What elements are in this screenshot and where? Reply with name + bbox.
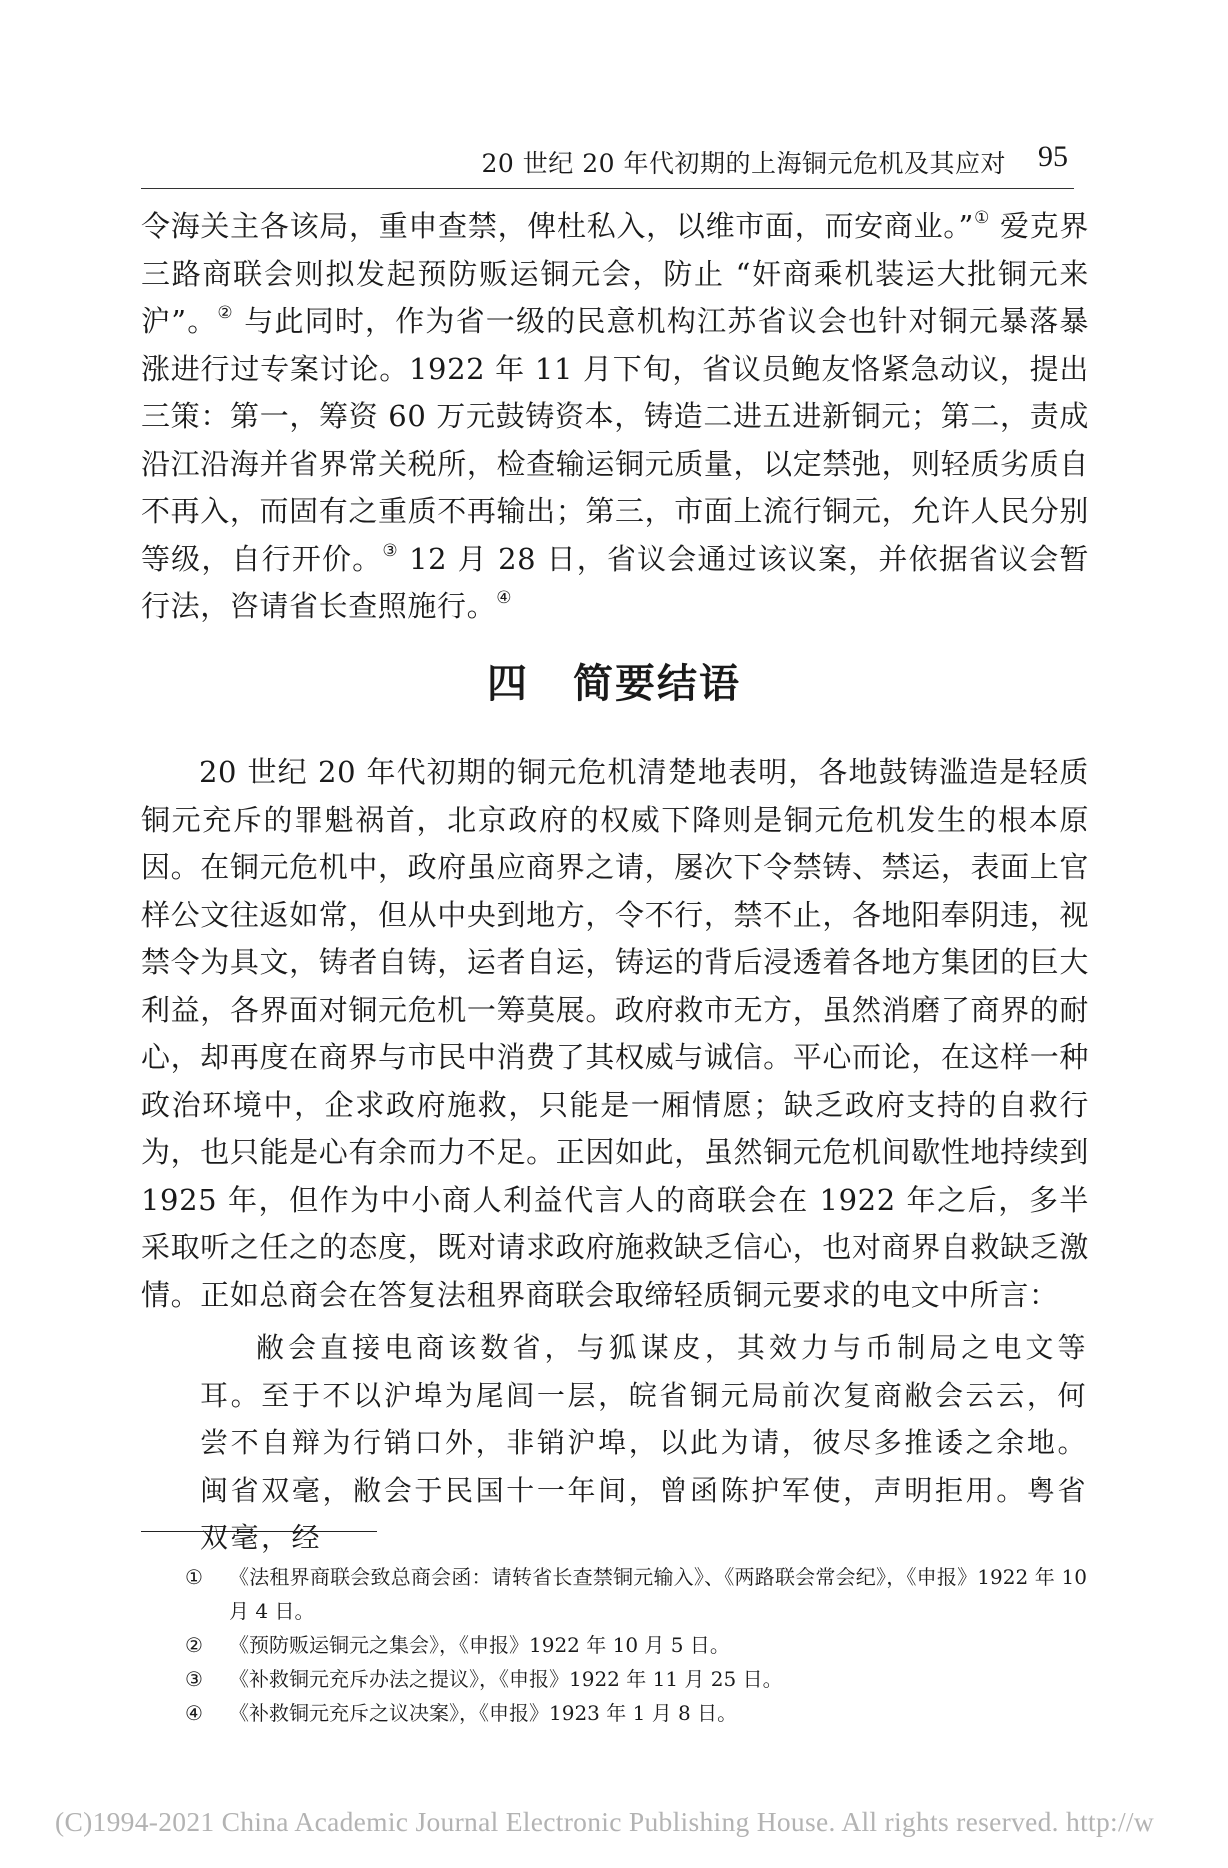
footnote (185, 1628, 1087, 1662)
footnote-mark: ② (185, 1633, 203, 1657)
running-title: 20 世纪 20 年代初期的上海铜元危机及其应对 (481, 149, 1006, 178)
page-header (141, 140, 1074, 189)
section-title: 简要结语 (573, 661, 741, 707)
section-number: 四 (487, 661, 529, 707)
footnote-divider (141, 1531, 377, 1532)
footnote-mark: ① (185, 1565, 203, 1589)
section-heading (0, 652, 1228, 709)
paragraph-text: 20 世纪 20 年代初期的铜元危机清楚地表明，各地鼓铸滥造是轻质铜元充斥的罪魁祸首，北京政府的权威下降则是铜元危机发生的根本原因。在铜元危机中，政府虽应商界之请，屡次下令禁铸、禁运，表面上官样公文往返如常，但从中央到地方，令不行，禁不止，各地阳奉阴违，视禁令为具文，铸者自铸，运者自运，铸运的背后浸透着各地方集团的巨大利益，各界面对铜元危机一筹莫展。政府救市无方，虽然消磨了商界的耐心，却再度在商界与市民中消费了其权威与诚信。平心而论，在这样一种政治环境中，企求政府施救，只能是一厢情愿；缺乏政府支持的自救行为，也只能是心有余而力不足。正因如此，虽然铜元危机间歇性地持续到 1925 年，但作为中小商人利益代言人的商联会在 1922 年之后，多半采取听之任之的态度，既对请求政府施救缺乏信心，也对商界自救缺乏激情。正如总商会在答复法租界商联会取缔轻质铜元要求的电文中所言： (141, 755, 1089, 1312)
footnote (185, 1696, 1087, 1730)
footnote-text: 《法租界商联会致总商会函：请转省长查禁铜元输入》、《两路联会常会纪》，《申报》1922 年 10 月 4 日。 (229, 1565, 1087, 1623)
footnotes (185, 1560, 1087, 1730)
footnote-mark: ④ (185, 1701, 203, 1725)
footnote-text: 《预防贩运铜元之集会》，《申报》1922 年 10 月 5 日。 (229, 1633, 730, 1657)
copyright-watermark: (C)1994-2021 China Academic Journal Electronic Publishing House. All rights reserved. http://w (55, 1806, 1154, 1837)
footnote-ref[interactable]: ② (217, 303, 234, 323)
footnote-ref[interactable]: ④ (496, 588, 513, 608)
paragraph-continuation (141, 203, 1089, 631)
footnote-ref[interactable]: ③ (382, 540, 399, 561)
block-quote (200, 1324, 1088, 1562)
footnote-text: 《补救铜元充斥办法之提议》，《申报》1922 年 11 月 25 日。 (229, 1667, 783, 1691)
paragraph-text: 爱克界三路商联会则拟发起预防贩运铜元会，防止 “奸商乘机装运大批铜元来沪”。 (141, 209, 1089, 338)
footnote-text: 《补救铜元充斥之议决案》，《申报》1923 年 1 月 8 日。 (229, 1701, 738, 1725)
footnote (185, 1560, 1087, 1628)
quote-text: 敝会直接电商该数省，与狐谋皮，其效力与币制局之电文等耳。至于不以沪埠为尾闾一层，皖省铜元局前次复商敝会云云，何尝不自辩为行销口外，非销沪埠，以此为请，彼尽多推诿之余地。闽省双毫，敝会于民国十一年间，曾函陈护军使，声明拒用。粤省双毫，经 (200, 1331, 1088, 1554)
footnote (185, 1662, 1087, 1696)
page-number: 95 (1038, 140, 1068, 173)
paragraph-text: 令海关主各该局，重申查禁，俾杜私入，以维市面，而安商业。” (141, 209, 974, 243)
footnote-ref[interactable]: ① (973, 208, 991, 228)
footnote-mark: ③ (185, 1667, 203, 1691)
paragraph-text: 12 月 28 日，省议会通过该议案，并依据省议会暂行法，咨请省长查照施行。 (141, 541, 1089, 623)
paragraph-conclusion (141, 749, 1089, 1319)
paragraph-text: 与此同时，作为省一级的民意机构江苏省议会也针对铜元暴落暴涨进行过专案讨论。1922 年 11 月下旬，省议员鲍友恪紧急动议，提出三策：第一，筹资 60 万元鼓铸资本，铸造二进五进新铜元；第二，责成沿江沿海并省界常关税所，检查输运铜元质量，以定禁弛，则轻质劣质自不再入，而固有之重质不再输出；第三，市面上流行铜元，允许人民分别等级，自行开价。 (141, 304, 1089, 576)
